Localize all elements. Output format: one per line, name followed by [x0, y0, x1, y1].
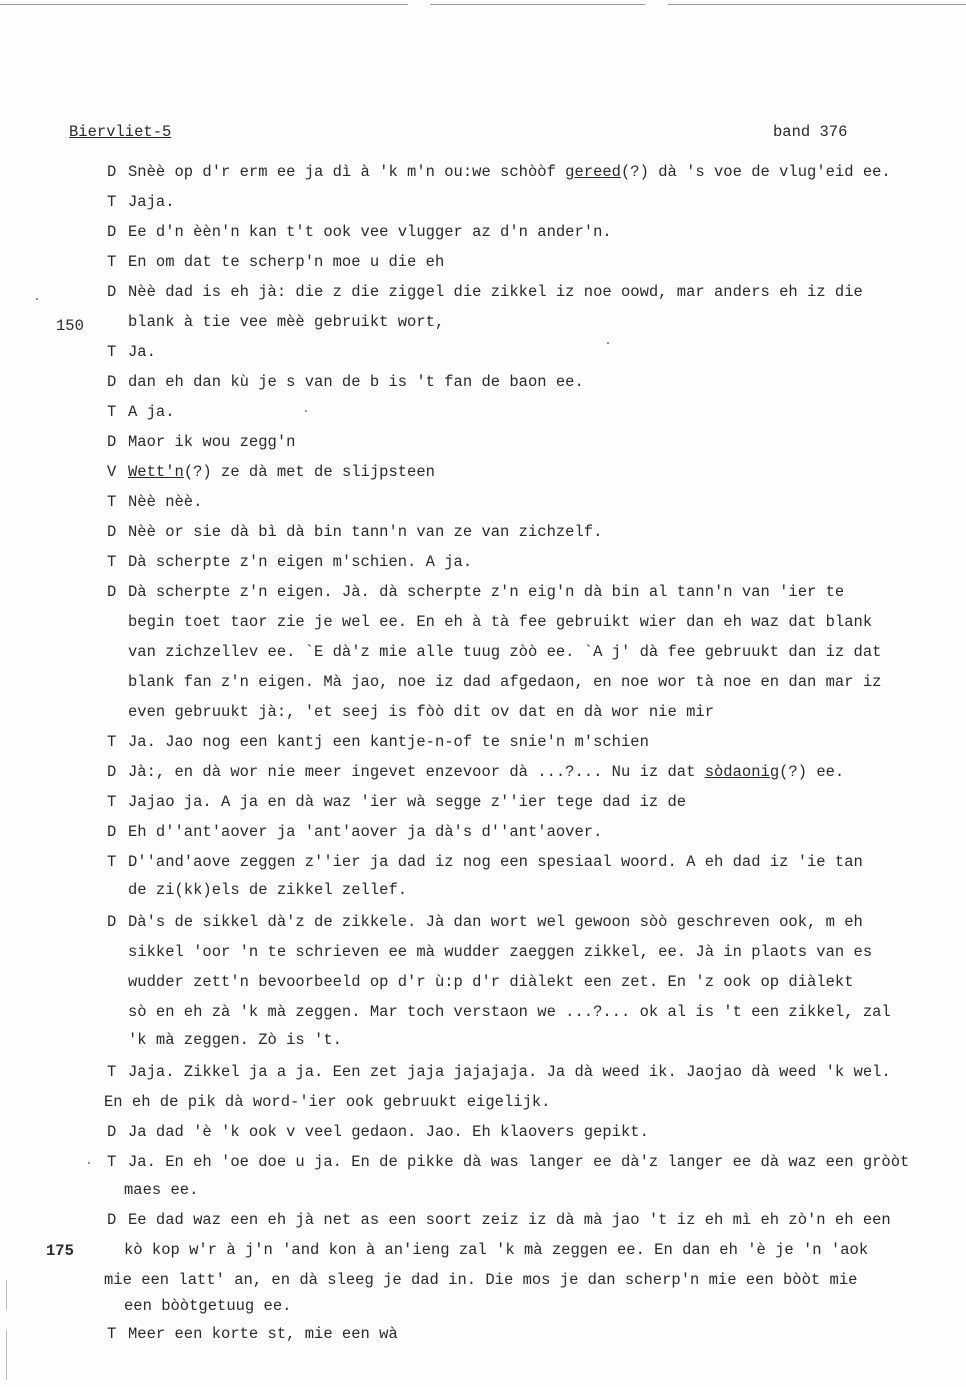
- transcript-line: Dà scherpte z'n eigen. Jà. dà scherpte z'n eig'n dà bin al tann'n van 'ier te: [128, 583, 845, 601]
- speaker-label: V: [107, 463, 117, 481]
- transcript-line: Ja dad 'è 'k ook v veel gedaon. Jao. Eh klaovers gepikt.: [128, 1123, 649, 1141]
- transcript-line: Maor ik wou zegg'n: [128, 433, 296, 451]
- transcript-line: Jaja.: [128, 193, 175, 211]
- transcript-line: Wett'n(?) ze dà met de slijpsteen: [128, 463, 435, 481]
- transcript-line: En om dat te scherp'n moe u die eh: [128, 253, 445, 271]
- speaker-label: D: [107, 583, 117, 601]
- transcript-line: Ee dad waz een eh jà net as een soort zeiz iz dà mà jao 't iz eh mì eh zò'n eh een: [128, 1211, 891, 1229]
- header-band: band 376: [773, 123, 848, 141]
- scan-speck: [305, 410, 307, 412]
- transcript-line: Ee d'n èèn'n kan t't ook vee vlugger az d'n ander'n.: [128, 223, 612, 241]
- speaker-label: D: [107, 433, 117, 451]
- transcript-line: van zichzellev ee. `E dà'z mie alle tuug zòò ee. `A j' dà fee gebruukt dan iz dat: [128, 643, 882, 661]
- scan-speck: [36, 298, 38, 300]
- transcript-line: sò en eh zà 'k mà zeggen. Mar toch verstaon we ...?... ok al is 't een zikkel, zal: [128, 1003, 891, 1021]
- transcript-line: Ja. Jao nog een kantj een kantje-n-of te snie'n m'schien: [128, 733, 649, 751]
- transcript-line: wudder zett'n bevoorbeeld op d'r ù:p d'r diàlekt een zet. En 'z ook op diàlekt: [128, 973, 854, 991]
- transcript-line: Jajao ja. A ja en dà waz 'ier wà segge z''ier tege dad iz de: [128, 793, 687, 811]
- speaker-label: D: [107, 763, 117, 781]
- transcript-line: Snèè op d'r erm ee ja dì à 'k m'n ou:we schòòf gereed(?) dà 's voe de vlug'eid ee.: [128, 163, 891, 181]
- transcript-line: maes ee.: [124, 1181, 199, 1199]
- transcript-line: A ja.: [128, 403, 175, 421]
- transcript-line: Nèè nèè.: [128, 493, 203, 511]
- speaker-label: T: [107, 343, 117, 361]
- transcript-line: begin toet taor zie je wel ee. En eh à tà fee gebruikt wier dan eh waz dat blank: [128, 613, 873, 631]
- speaker-label: T: [107, 403, 117, 421]
- speaker-label: D: [107, 373, 117, 391]
- speaker-label: T: [107, 253, 117, 271]
- transcript-line: Ja.: [128, 343, 156, 361]
- transcript-line: Nèè or sie dà bì dà bin tann'n van ze van zichzelf.: [128, 523, 603, 541]
- transcript-line: 'k mà zeggen. Zò is 't.: [128, 1031, 342, 1049]
- speaker-label: D: [107, 523, 117, 541]
- speaker-label: T: [107, 1063, 117, 1081]
- transcript-line: Eh d''ant'aover ja 'ant'aover ja dà's d''ant'aover.: [128, 823, 603, 841]
- scan-edge-line: [0, 4, 408, 5]
- margin-line-number: 150: [56, 317, 84, 335]
- transcript-line: Jà:, en dà wor nie meer ingevet enzevoor dà ...?... Nu iz dat sòdaonig(?) ee.: [128, 763, 845, 781]
- transcript-line: blank à tie vee mèè gebruikt wort,: [128, 313, 445, 331]
- scan-edge-line: [430, 4, 645, 5]
- speaker-label: T: [107, 553, 117, 571]
- transcript-line: D''and'aove zeggen z''ier ja dad iz nog een spesiaal woord. A eh dad iz 'ie tan: [128, 853, 863, 871]
- transcript-line: Nèè dad is eh jà: die z die ziggel die zikkel iz noe oowd, mar anders eh iz die: [128, 283, 863, 301]
- speaker-label: T: [107, 1325, 117, 1343]
- transcript-line: dan eh dan kù je s van de b is 't fan de baon ee.: [128, 373, 584, 391]
- scan-edge-line: [668, 4, 966, 5]
- transcript-line: Dà's de sikkel dà'z de zikkele. Jà dan wort wel gewoon sòò geschreven ook, m eh: [128, 913, 863, 931]
- header-location: Biervliet-5: [69, 123, 172, 141]
- transcript-line: Meer een korte st, mie een wà: [128, 1325, 398, 1343]
- speaker-label: T: [107, 793, 117, 811]
- transcript-line: mie een latt' an, en dà sleeg je dad in. Die mos je dan scherp'n mie een bòòt mie: [104, 1271, 858, 1289]
- transcript-line: de zi(kk)els de zikkel zellef.: [128, 881, 408, 899]
- speaker-label: D: [107, 913, 117, 931]
- transcript-line: Dà scherpte z'n eigen m'schien. A ja.: [128, 553, 473, 571]
- scan-speck: [88, 1162, 90, 1164]
- margin-line-number: 175: [46, 1242, 74, 1260]
- speaker-label: D: [107, 223, 117, 241]
- speaker-label: D: [107, 1211, 117, 1229]
- transcript-line: Jaja. Zikkel ja a ja. Een zet jaja jajajaja. Ja dà weed ik. Jaojao dà weed 'k wel.: [128, 1063, 891, 1081]
- scan-mark: [6, 1280, 7, 1310]
- speaker-label: D: [107, 823, 117, 841]
- transcript-line: Ja. En eh 'oe doe u ja. En de pikke dà was langer ee dà'z langer ee dà waz een gròòt: [128, 1153, 910, 1171]
- transcript-line: even gebruukt jà:, 'et seej is fòò dit ov dat en dà wor nie mir: [128, 703, 714, 721]
- speaker-label: T: [107, 733, 117, 751]
- speaker-label: T: [107, 1153, 117, 1171]
- transcript-line: sikkel 'oor 'n te schrieven ee mà wudder zaeggen zikkel, ee. Jà in plaots van es: [128, 943, 873, 961]
- transcript-line: kò kop w'r à j'n 'and kon à an'ieng zal 'k mà zeggen ee. En dan eh 'è je 'n 'aok: [124, 1241, 869, 1259]
- speaker-label: T: [107, 493, 117, 511]
- speaker-label: D: [107, 283, 117, 301]
- speaker-label: T: [107, 193, 117, 211]
- scan-mark: [6, 1330, 7, 1380]
- transcript-line: een bòòtgetuug ee.: [124, 1297, 292, 1315]
- speaker-label: D: [107, 1123, 117, 1141]
- transcript-line: blank fan z'n eigen. Mà jao, noe iz dad afgedaon, en noe wor tà noe en dan mar iz: [128, 673, 882, 691]
- speaker-label: D: [107, 163, 117, 181]
- transcript-line: En eh de pik dà word-'ier ook gebruukt eigelijk.: [104, 1093, 551, 1111]
- scan-speck: [607, 342, 609, 344]
- speaker-label: T: [107, 853, 117, 871]
